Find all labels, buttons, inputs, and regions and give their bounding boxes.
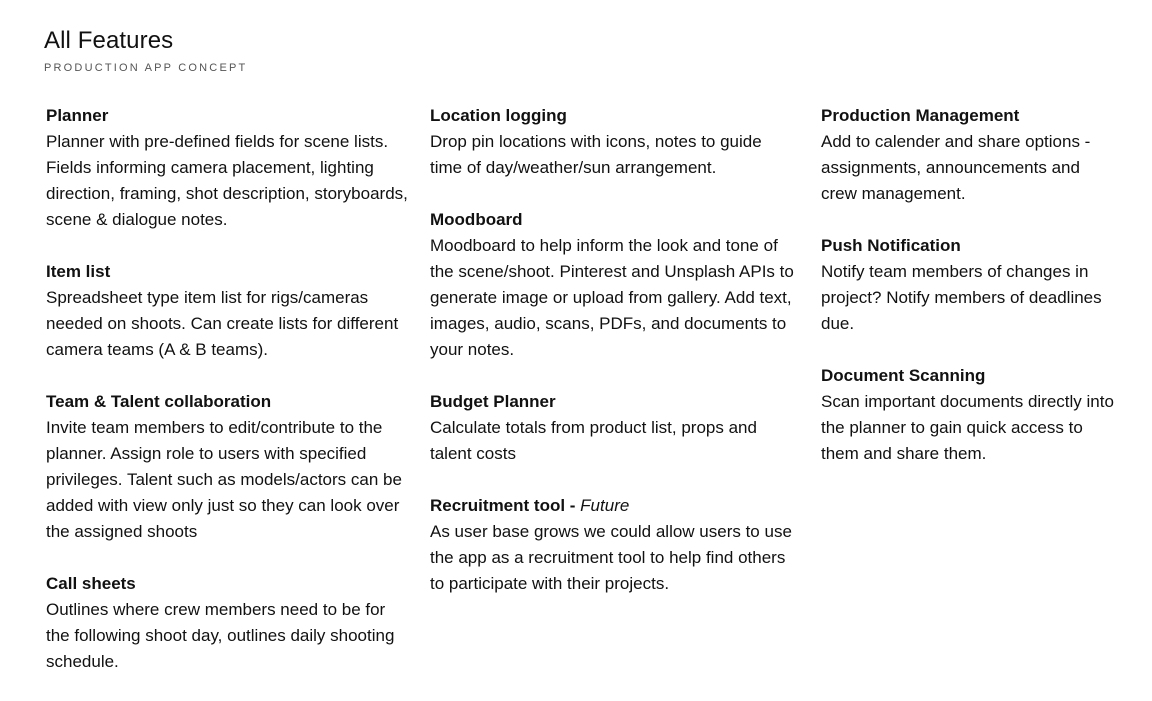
feature-description: Scan important documents directly into the planner to gain quick access to them and share them. xyxy=(821,392,1114,463)
feature-description: Outlines where crew members need to be for the following shoot day, outlines daily shooting schedule. xyxy=(46,600,395,671)
feature-description: Notify team members of changes in project? Notify members of deadlines due. xyxy=(821,262,1102,333)
feature-team-talent-collaboration xyxy=(46,389,408,545)
page-subtitle: PRODUCTION APP CONCEPT xyxy=(44,62,248,74)
feature-description: As user base grows we could allow users to use the app as a recruitment tool to help find others to participate with their projects. xyxy=(430,522,792,593)
feature-title: Team & Talent collaboration xyxy=(46,392,272,411)
feature-recruitment-tool xyxy=(430,493,794,597)
feature-title: Item list xyxy=(46,262,111,281)
feature-title: Location logging xyxy=(430,106,567,125)
feature-title-text: Recruitment tool - xyxy=(430,496,581,515)
feature-production-management xyxy=(821,103,1117,207)
page-title: All Features xyxy=(44,27,174,54)
feature-description: Planner with pre-defined fields for scene lists. Fields informing camera placement, lighting direction, framing, shot description, storyboards, scene & dialogue notes. xyxy=(46,132,408,229)
feature-title: Production Management xyxy=(821,106,1020,125)
feature-moodboard xyxy=(430,207,794,363)
feature-title: Budget Planner xyxy=(430,392,556,411)
feature-document-scanning xyxy=(821,363,1117,467)
feature-title-suffix: Future xyxy=(580,496,630,515)
feature-title: Moodboard xyxy=(430,210,523,229)
feature-description: Drop pin locations with icons, notes to guide time of day/weather/sun arrangement. xyxy=(430,132,762,177)
feature-description: Invite team members to edit/contribute to the planner. Assign role to users with specified privileges. Talent such as models/actors can be added with view only just so they can look over the assigned shoots xyxy=(46,418,402,541)
feature-budget-planner xyxy=(430,389,794,467)
features-column-2 xyxy=(430,103,794,623)
feature-description: Moodboard to help inform the look and tone of the scene/shoot. Pinterest and Unsplash APIs to generate image or upload from gallery. Add text, images, audio, scans, PDFs, and documents to your notes. xyxy=(430,236,794,359)
feature-location-logging xyxy=(430,103,794,181)
page-header xyxy=(44,27,247,75)
feature-description: Add to calender and share options - assignments, announcements and crew management. xyxy=(821,132,1091,203)
feature-push-notification xyxy=(821,233,1117,337)
features-column-1 xyxy=(46,103,408,701)
feature-planner xyxy=(46,103,408,233)
feature-title xyxy=(430,493,794,519)
feature-title: Push Notification xyxy=(821,236,961,255)
feature-description: Spreadsheet type item list for rigs/cameras needed on shoots. Can create lists for different camera teams (A & B teams). xyxy=(46,288,399,359)
feature-title: Call sheets xyxy=(46,574,136,593)
feature-title: Document Scanning xyxy=(821,366,986,385)
feature-description: Calculate totals from product list, props and talent costs xyxy=(430,418,757,463)
feature-title: Planner xyxy=(46,106,109,125)
feature-item-list xyxy=(46,259,408,363)
features-column-3 xyxy=(821,103,1117,493)
feature-call-sheets xyxy=(46,571,408,675)
